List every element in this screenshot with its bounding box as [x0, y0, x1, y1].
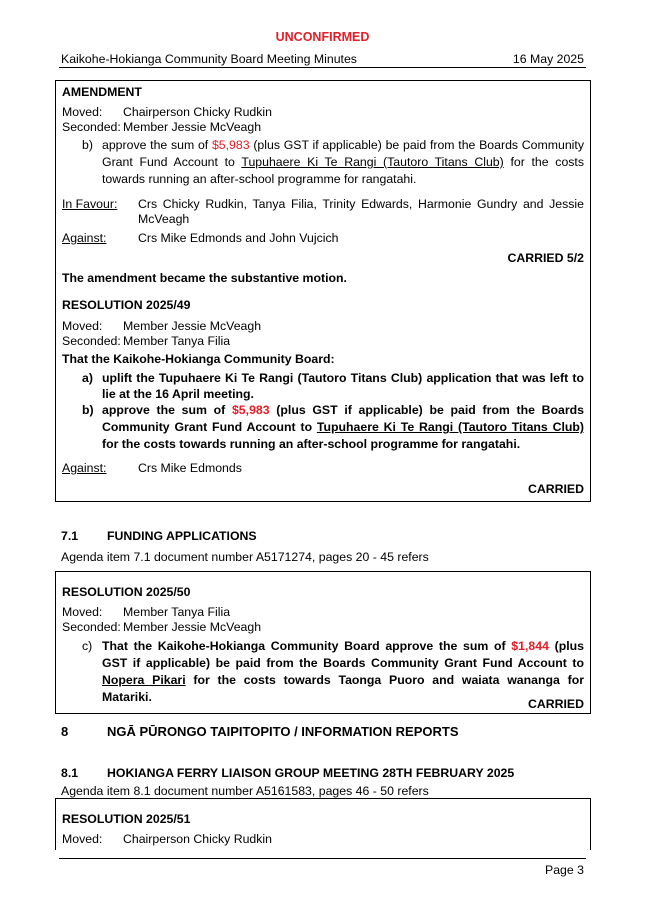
document-header-date: 16 May 2025	[512, 52, 584, 66]
section-8-1-number: 8.1	[61, 766, 79, 780]
section-8-1-title: HOKIANGA FERRY LIAISON GROUP MEETING 28TH FEBRUARY 2025	[107, 766, 515, 780]
resolution-50-title: RESOLUTION 2025/50	[62, 585, 191, 599]
page-number: Page 3	[545, 863, 584, 877]
resolution-50-seconded: Seconded: Member Jessie McVeagh	[62, 620, 262, 634]
resolution-49-title: RESOLUTION 2025/49	[62, 298, 191, 312]
resolution-50-outcome: CARRIED	[527, 697, 584, 711]
amendment-moved: Moved: Chairperson Chicky Rudkin	[62, 105, 272, 119]
section-8-title: NGĀ PŪRONGO TAIPITOPITO / INFORMATION REPORTS	[107, 724, 459, 739]
amendment-outcome: CARRIED 5/2	[507, 251, 584, 265]
resolution-50-item-c: c) That the Kaikohe-Hokianga Community Board approve the sum of $1,844 (plus GST if applicable) be paid from the Boards Community Grant Fund Account to Nopera Pikari for the costs towards Taonga Puoro and waiata wananga for Matariki.	[82, 639, 584, 704]
resolution-49-intro: That the Kaikohe-Hokianga Community Board:	[62, 352, 335, 366]
section-7-1-reference: Agenda item 7.1 document number A5171274, pages 20 - 45 refers	[61, 550, 429, 564]
resolution-49-seconded: Seconded: Member Tanya Filia	[62, 334, 231, 348]
resolution-51-box	[55, 798, 591, 850]
resolution-49-item-a: a) uplift the Tupuhaere Ki Te Rangi (Tautoro Titans Club) application that was left to lie at the 16 April meeting.	[82, 371, 584, 401]
section-8-number: 8	[61, 724, 69, 739]
amendment-note: The amendment became the substantive motion.	[62, 271, 347, 285]
footer-rule	[59, 858, 586, 859]
document-header-title: Kaikohe-Hokianga Community Board Meeting Minutes	[61, 52, 357, 66]
amendment-item-b: b) approve the sum of $5,983 (plus GST if applicable) be paid from the Boards Community Grant Fund Account to Tupuhaere Ki Te Rangi (Tautoro Titans Club) for the costs towards running an after-school programme for rangatahi.	[82, 138, 584, 186]
resolution-50-box	[55, 571, 591, 714]
resolution-49-outcome: CARRIED	[527, 482, 584, 496]
resolution-51-title: RESOLUTION 2025/51	[62, 812, 191, 826]
resolution-50-moved: Moved: Member Tanya Filia	[62, 605, 231, 619]
unconfirmed-status: UNCONFIRMED	[275, 30, 370, 44]
section-7-1-number: 7.1	[61, 529, 79, 543]
section-7-1-title: FUNDING APPLICATIONS	[107, 529, 257, 543]
amendment-box: AMENDMENT Moved: Chairperson Chicky Rudkin Seconded: Member Jessie McVeagh b) approve the sum of $5,983 (plus GST if applicable) be paid from the Boards Community Grant Fund Account to Tupuhaere Ki Te Rangi (Tautoro Titans Club) for the costs towards running an after-school programme for rangatahi. In Favour: Crs Chicky Rudkin, Tanya Filia, Trinity Edwards, Harmonie Gundry and Jessie McVeagh Against: Crs Mike Edmonds and John Vujcich CARRIED 5/2 The amendment became the substantive motion. RESOLUTION 2025/49 Moved: Member Jessie McVeagh Seconded: Member Tanya Filia That the Kaikohe-Hokianga Community Board: a) uplift the Tupuhaere Ki Te Rangi (Tautoro Titans Club) application that was left to lie at the 16 April meeting. b) approve the sum of $5,983 (plus GST if applicable) be paid from the Boards Community Grant Fund Account to Tupuhaere Ki Te Rangi (Tautoro Titans Club) for the costs towards running an after-school programme for rangatahi. Against: Crs Mike Edmonds CARRIED	[55, 80, 591, 502]
amendment-title: AMENDMENT	[62, 85, 142, 99]
amendment-seconded: Seconded: Member Jessie McVeagh	[62, 120, 262, 134]
resolution-51-moved: Moved: Chairperson Chicky Rudkin	[62, 832, 272, 846]
resolution-49-moved: Moved: Member Jessie McVeagh	[62, 319, 262, 333]
section-8-1-reference: Agenda item 8.1 document number A5161583, pages 46 - 50 refers	[61, 784, 429, 798]
header-rule	[59, 67, 586, 68]
resolution-49-item-b: b) approve the sum of $5,983 (plus GST if applicable) be paid from the Boards Community Grant Fund Account to Tupuhaere Ki Te Rangi (Tautoro Titans Club) for the costs towards running an after-school programme for rangatahi.	[82, 403, 585, 451]
